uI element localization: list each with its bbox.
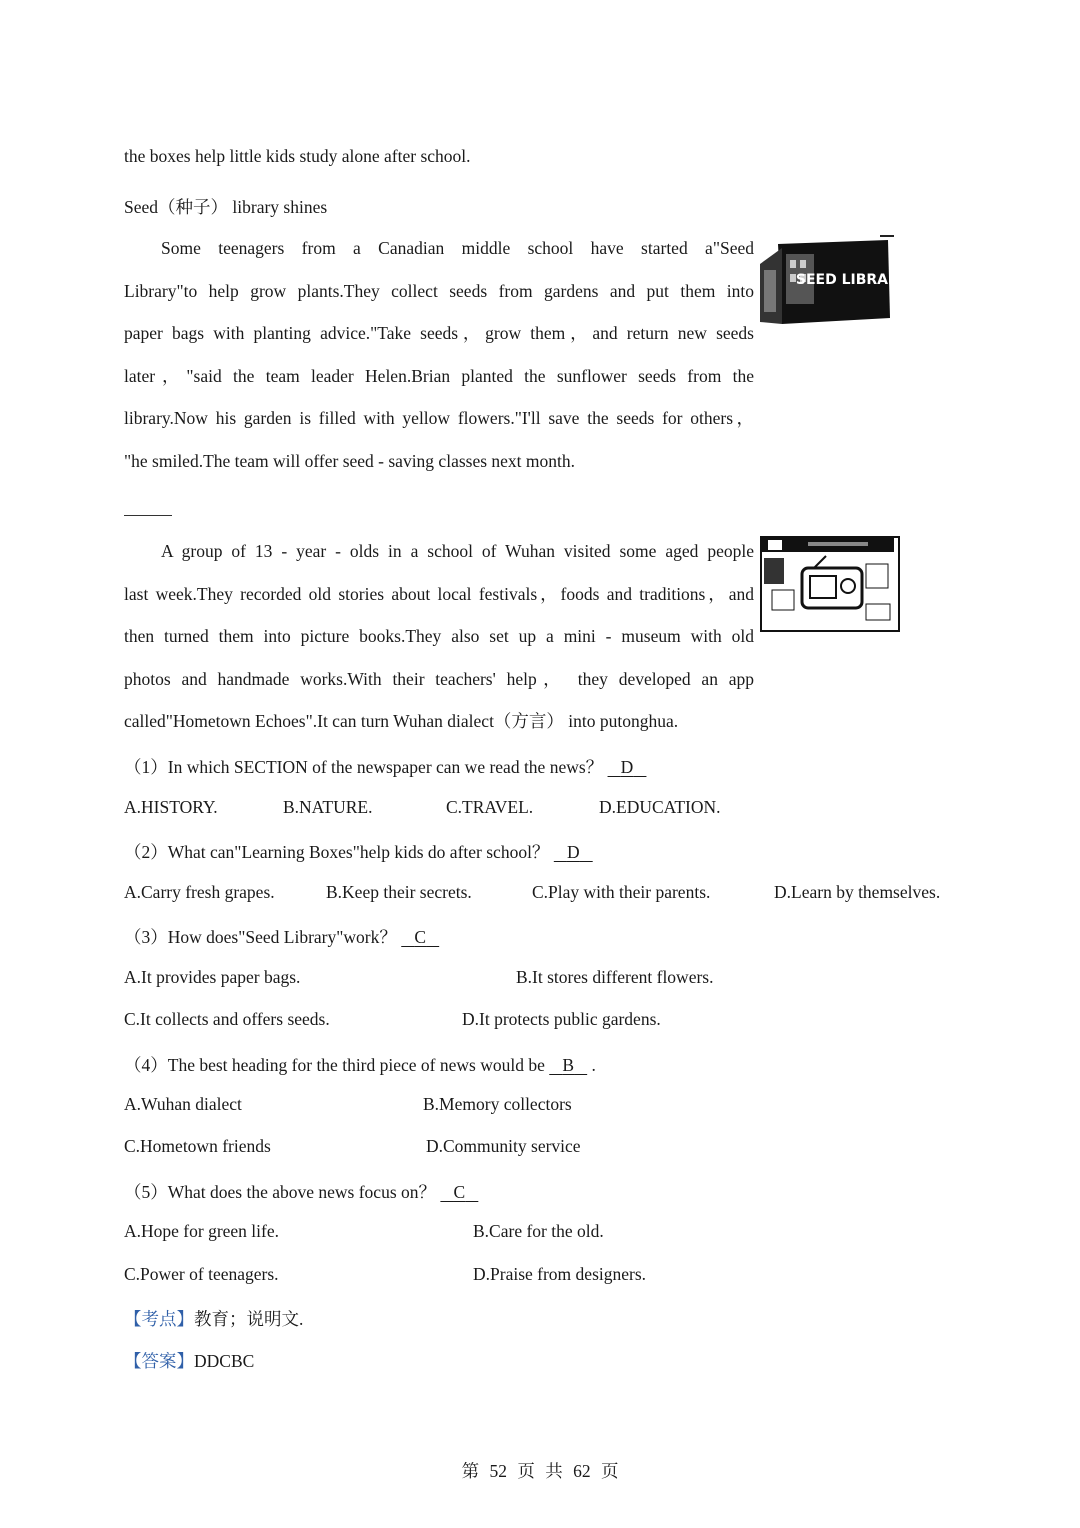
paragraph-line: "he smiled.The team will offer seed - saving classes next month. [124, 450, 576, 471]
option-d: D.Praise from designers. [473, 1264, 647, 1284]
section-divider [124, 515, 172, 516]
answer-row [124, 1348, 254, 1373]
option-a: A.It provides paper bags. [124, 967, 301, 987]
question-1 [124, 754, 646, 779]
answer-text: DDCBC [194, 1351, 255, 1371]
answer-blank: B [562, 1055, 575, 1075]
option-d: D.Learn by themselves. [774, 882, 941, 902]
option-c: C.Power of teenagers. [124, 1264, 279, 1284]
kaodian-label: 【考点】 [124, 1309, 194, 1329]
section-title-seed-library: Seed（种子） library shines [124, 197, 328, 217]
seed-library-sign: SEED LIBRARY [795, 272, 909, 288]
paragraph-line: last week.They recorded old stories about local festivals，foods and traditions，and [124, 583, 754, 604]
paragraph-line: library.Now his garden is filled with yellow flowers."I'll save the seeds for others， [124, 408, 754, 428]
option-b: B.NATURE. [283, 797, 373, 817]
option-b: B.It stores different flowers. [516, 967, 714, 987]
paragraph-line: A group of 13 - year - olds in a school of Wuhan visited some aged people [161, 541, 754, 561]
question-suffix: . [591, 1055, 596, 1075]
kaodian-row [124, 1306, 303, 1331]
question-2 [124, 839, 593, 864]
option-c: C.TRAVEL. [446, 797, 534, 817]
footer-di: 第 [461, 1461, 480, 1481]
option-d: D.It protects public gardens. [462, 1009, 661, 1029]
seed-library-paragraph [124, 227, 754, 482]
question-prompt: （3）How does"Seed Library"work？ [124, 927, 397, 947]
wuhan-paragraph [124, 530, 754, 743]
footer-ye: 页 [600, 1461, 619, 1481]
paragraph-line: Library"to help grow plants.They collect seeds from gardens and put them into [124, 280, 754, 301]
intro-tail: the boxes help little kids study alone after school. [124, 146, 471, 166]
option-b: B.Memory collectors [423, 1094, 572, 1114]
question-prompt: （5）What does the above news focus on？ [124, 1182, 437, 1202]
paragraph-line: then turned them into picture books.They also set up a mini - museum with old [124, 626, 754, 646]
footer-gong: 共 [545, 1461, 563, 1481]
option-a: A.Hope for green life. [124, 1221, 280, 1241]
paragraph-line: Some teenagers from a Canadian middle school have started a"Seed [161, 238, 754, 258]
answer-blank: C [414, 927, 427, 947]
question-5 [124, 1179, 478, 1204]
kaodian-text: 教育；说明文. [194, 1309, 304, 1329]
question-prompt: （4）The best heading for the third piece of news would be [124, 1055, 545, 1075]
footer-ye: 页 [517, 1461, 535, 1481]
paragraph-line: paper bags with planting advice."Take seeds，grow them，and return new seeds [124, 323, 754, 343]
question-4 [124, 1052, 596, 1077]
option-a: A.HISTORY. [124, 797, 218, 817]
option-a: A.Wuhan dialect [124, 1094, 242, 1114]
paragraph-line: later，"said the team leader Helen.Brian planted the sunflower seeds from the [124, 365, 754, 386]
option-d: D.Community service [426, 1136, 581, 1156]
option-c: C.Play with their parents. [532, 882, 711, 902]
answer-blank: D [566, 842, 580, 862]
seed-library-image [760, 234, 909, 326]
option-a: A.Carry fresh grapes. [124, 882, 275, 902]
option-c: C.Hometown friends [124, 1136, 271, 1156]
option-b: B.Care for the old. [473, 1221, 604, 1241]
option-d: D.EDUCATION. [599, 797, 721, 817]
question-prompt: （2）What can"Learning Boxes"help kids do after school？ [124, 842, 550, 862]
footer-page-number: 52 [489, 1461, 507, 1481]
answer-blank: C [453, 1182, 466, 1202]
footer-total-pages: 62 [573, 1461, 591, 1481]
question-prompt: （1）In which SECTION of the newspaper can we read the news？ [124, 757, 604, 777]
question-3 [124, 924, 439, 949]
answer-label: 【答案】 [124, 1351, 194, 1371]
answer-blank: D [620, 757, 634, 777]
option-b: B.Keep their secrets. [326, 882, 472, 902]
page-footer [0, 1458, 1080, 1483]
hometown-echoes-image [760, 536, 900, 632]
paragraph-line: called"Hometown Echoes".It can turn Wuhan dialect（方言） into putonghua. [124, 711, 679, 731]
paragraph-line: photos and handmade works.With their teachers' help， they developed an app [124, 668, 754, 689]
option-c: C.It collects and offers seeds. [124, 1009, 330, 1029]
